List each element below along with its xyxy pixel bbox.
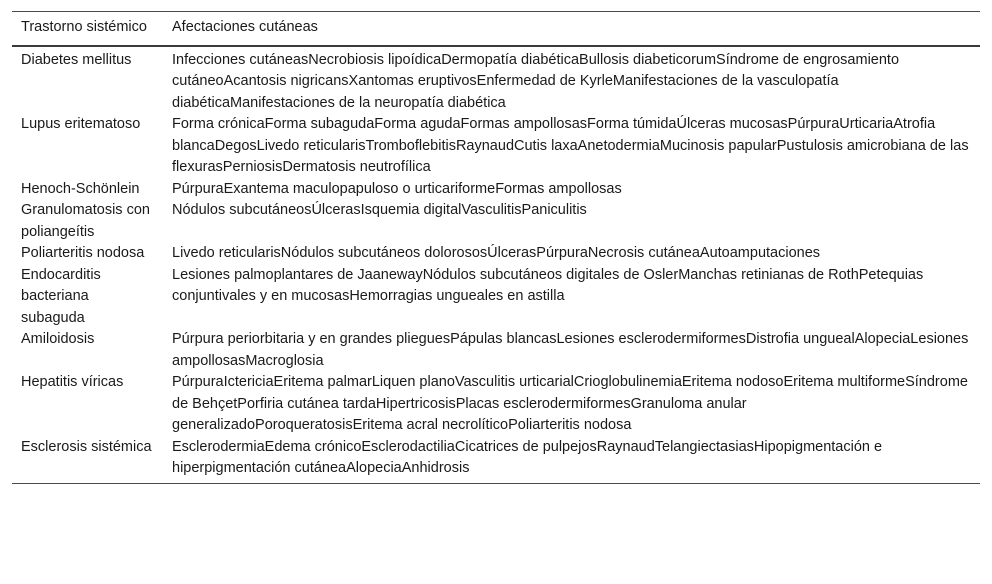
table-row xyxy=(12,265,980,330)
table-container xyxy=(12,11,980,484)
manifestations-cell: Lesiones palmoplantares de JaanewayNódulos subcutáneos digitales de OslerManchas retinianas de RothPetequias conjuntivales y en mucosasHemorragias ungueales en astilla xyxy=(172,266,924,304)
table-row xyxy=(12,179,980,201)
systemic-disorders-table xyxy=(12,11,980,484)
disorder-cell: Amiloidosis xyxy=(21,331,95,347)
manifestations-cell: Livedo reticularisNódulos subcutáneos dolorososÚlcerasPúrpuraNecrosis cutáneaAutoamputaciones xyxy=(172,245,821,261)
table-body xyxy=(12,46,980,484)
manifestations-cell: Infecciones cutáneasNecrobiosis lipoídicaDermopatía diabéticaBullosis diabeticorumSíndrome de engrosamiento cutáneoAcantosis nigricansXantomas eruptivosEnfermedad de KyrleManifestaciones de la vasculopatía diabéticaManifestaciones de la neuropatía diabética xyxy=(172,51,900,111)
disorder-cell: Diabetes mellitus xyxy=(21,51,132,68)
disorder-cell: Poliarteritis nodosa xyxy=(21,245,145,261)
table-row xyxy=(12,114,980,179)
header-manifestations: Afectaciones cutáneas xyxy=(172,19,318,35)
disorder-cell: Esclerosis sistémica xyxy=(21,438,152,455)
manifestations-cell: PúrpuraIctericiaEritema palmarLiquen planoVasculitis urticarialCrioglobulinemiaEritema nodosoEritema multiformeSíndrome de BehçetPorfiria cutánea tardaHipertricosisPlacas esclerodermiformesGranuloma anular generalizadoPoroqueratosisEritema acral necrolíticoPoliarteritis nodosa xyxy=(172,374,968,433)
manifestations-cell: PúrpuraExantema maculopapuloso o urticariformeFormas ampollosas xyxy=(172,180,622,197)
table-row xyxy=(12,372,980,437)
manifestations-cell: EsclerodermiaEdema crónicoEsclerodactiliaCicatrices de pulpejosRaynaudTelangiectasiasHipopigmentación e hiperpigmentación cutáneaAlopeciaAnhidrosis xyxy=(172,438,883,476)
table-row xyxy=(12,437,980,484)
header-row xyxy=(12,12,980,46)
manifestations-cell: Forma crónicaForma subagudaForma agudaFormas ampollosasForma túmidaÚlceras mucosasPúrpuraUrticariaAtrofia blancaDegosLivedo reticularisTromboflebitisRaynaudCutis laxaAnetodermiaMucinosis papularPustulosis amicrobiana de las flexurasPerniosisDermatosis neutrofílica xyxy=(172,116,969,175)
table-row xyxy=(12,46,980,115)
disorder-cell: Lupus eritematoso xyxy=(21,116,141,132)
table-row xyxy=(12,329,980,372)
disorder-cell: Endocarditis bacteriana subaguda xyxy=(21,266,101,326)
disorder-cell: Granulomatosis con poliangeítis xyxy=(21,202,150,240)
disorder-cell: Henoch-Schönlein xyxy=(21,180,140,197)
header-disorder: Trastorno sistémico xyxy=(21,19,147,35)
disorder-cell: Hepatitis víricas xyxy=(21,374,124,390)
manifestations-cell: Nódulos subcutáneosÚlcerasIsquemia digitalVasculitisPaniculitis xyxy=(172,202,587,218)
table-row xyxy=(12,243,980,265)
table-row xyxy=(12,200,980,243)
manifestations-cell: Púrpura periorbitaria y en grandes plieguesPápulas blancasLesiones esclerodermiformesDistrofia unguealAlopeciaLesiones ampollosasMacroglosia xyxy=(172,331,969,369)
table-header xyxy=(12,12,980,46)
